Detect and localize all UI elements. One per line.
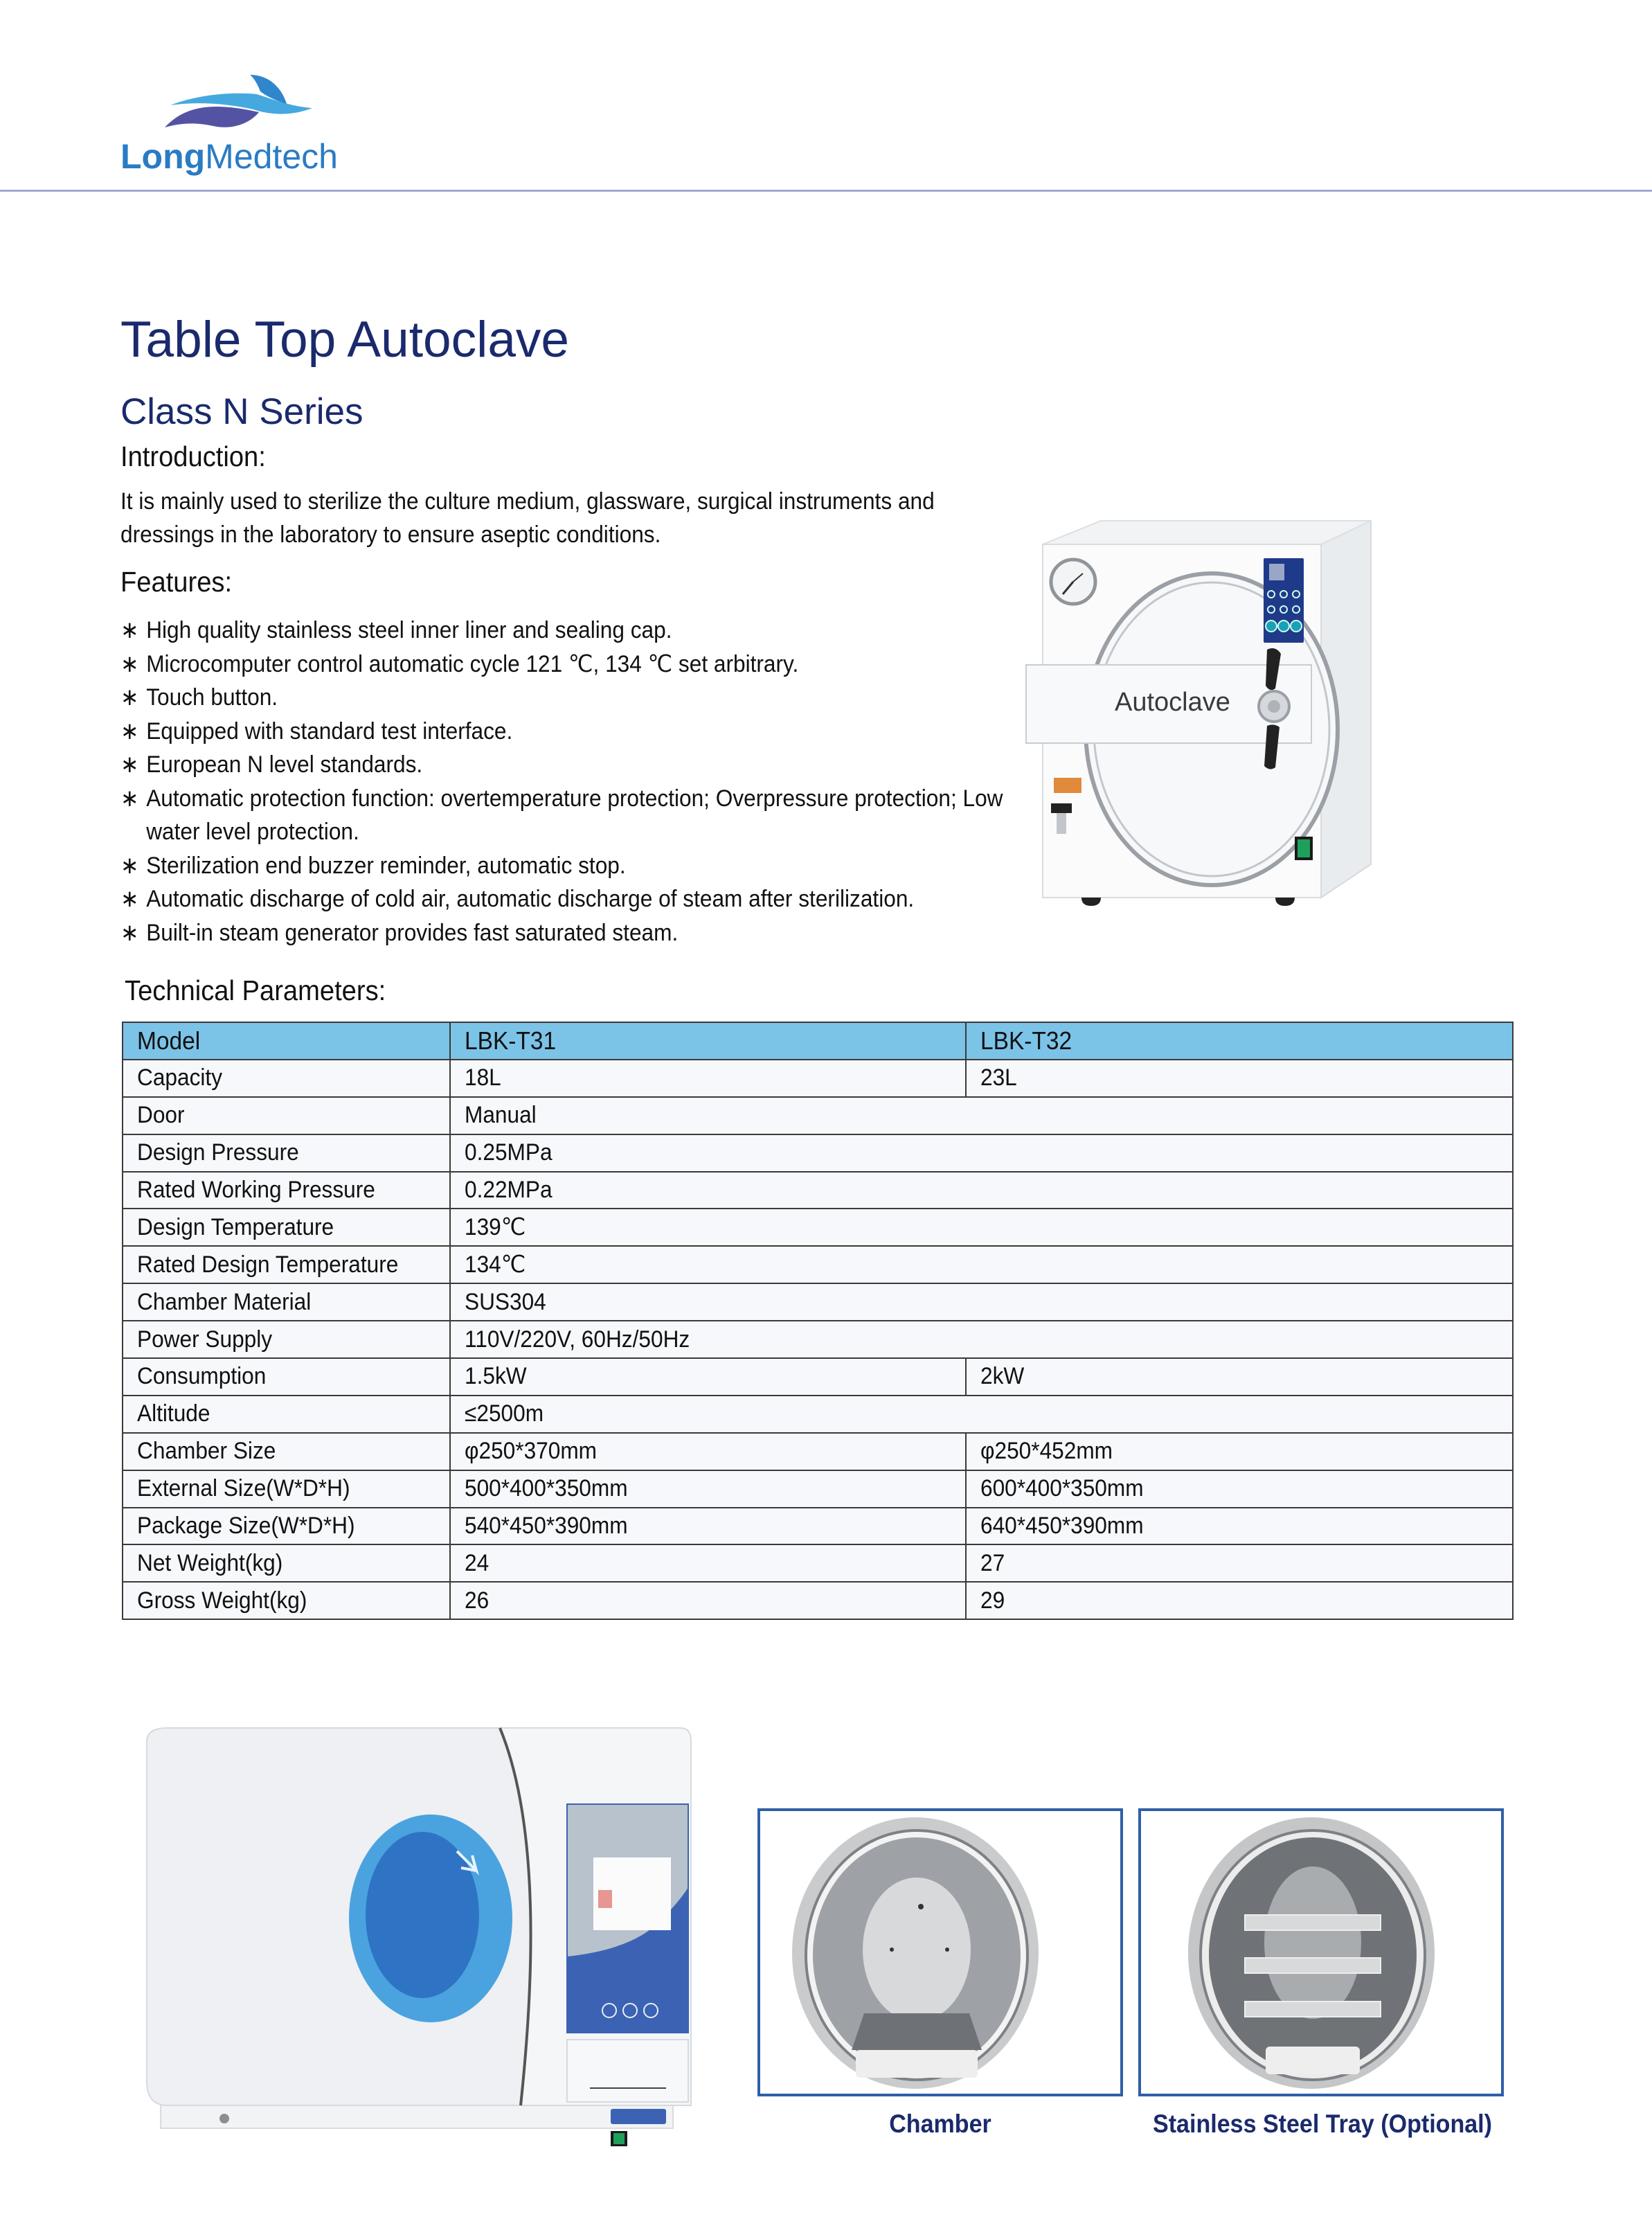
cell-shared: SUS304 xyxy=(450,1283,1513,1321)
row-label: Rated Working Pressure xyxy=(123,1172,450,1209)
column-header-model: Model xyxy=(123,1022,450,1060)
feature-text: Automatic protection function: overtemperature protection; Overpressure protection; Low water level protection. xyxy=(146,785,1003,845)
row-label: Design Pressure xyxy=(123,1134,450,1172)
autoclave-front-view-image xyxy=(133,1721,704,2147)
cell-lbk-t31: 500*400*350mm xyxy=(450,1470,966,1508)
chamber-photo xyxy=(757,1808,1123,2096)
cell-lbk-t32: 29 xyxy=(966,1582,1513,1619)
chamber-caption: Chamber xyxy=(889,2110,991,2138)
asterisk-bullet-icon: ∗ xyxy=(120,617,139,643)
table-row xyxy=(123,1582,1513,1619)
cell-lbk-t32: 23L xyxy=(966,1060,1513,1097)
cell-lbk-t32: 640*450*390mm xyxy=(966,1508,1513,1545)
cell-lbk-t31: φ250*370mm xyxy=(450,1433,966,1470)
asterisk-bullet-icon: ∗ xyxy=(120,650,139,677)
cell-lbk-t32: φ250*452mm xyxy=(966,1433,1513,1470)
autoclave-front-label: Autoclave xyxy=(1115,688,1230,717)
row-label: Consumption xyxy=(123,1358,450,1396)
asterisk-bullet-icon: ∗ xyxy=(120,684,139,711)
page-title: Table Top Autoclave xyxy=(120,312,570,368)
technical-parameters-table xyxy=(122,1022,1514,1620)
row-label: Rated Design Temperature xyxy=(123,1246,450,1283)
feature-text: Built-in steam generator provides fast saturated steam. xyxy=(146,919,679,946)
asterisk-bullet-icon: ∗ xyxy=(120,785,139,812)
feature-item xyxy=(120,882,1035,916)
asterisk-bullet-icon: ∗ xyxy=(120,886,139,912)
introduction-text: It is mainly used to sterilize the culture medium, glassware, surgical instruments and dressings in the laboratory to ensure aseptic conditions. xyxy=(120,488,935,548)
introduction-heading: Introduction: xyxy=(120,440,266,472)
cell-lbk-t31: 26 xyxy=(450,1582,966,1619)
brand-name-light: Medtech xyxy=(205,137,338,176)
asterisk-bullet-icon: ∗ xyxy=(120,852,139,879)
feature-item xyxy=(120,681,1035,715)
brand-logo-icon xyxy=(163,69,316,132)
cell-lbk-t31: 18L xyxy=(450,1060,966,1097)
cell-shared: 110V/220V, 60Hz/50Hz xyxy=(450,1321,1513,1358)
table-row xyxy=(123,1060,1513,1097)
cell-shared: 139℃ xyxy=(450,1209,1513,1246)
feature-text: Automatic discharge of cold air, automatic discharge of steam after sterilization. xyxy=(146,886,915,912)
table-row xyxy=(123,1433,1513,1470)
features-heading: Features: xyxy=(120,566,233,598)
feature-text: High quality stainless steel inner liner and sealing cap. xyxy=(146,617,672,643)
row-label: Chamber Material xyxy=(123,1283,450,1321)
row-label: Door xyxy=(123,1097,450,1134)
column-header-lbk-t32: LBK-T32 xyxy=(966,1022,1513,1060)
feature-item xyxy=(120,715,1035,749)
page-subtitle: Class N Series xyxy=(120,391,363,432)
asterisk-bullet-icon: ∗ xyxy=(120,919,139,946)
feature-text: Sterilization end buzzer reminder, automatic stop. xyxy=(146,852,626,879)
row-label: Power Supply xyxy=(123,1321,450,1358)
cell-shared: ≤2500m xyxy=(450,1396,1513,1433)
row-label: Chamber Size xyxy=(123,1433,450,1470)
row-label: Net Weight(kg) xyxy=(123,1544,450,1582)
row-label: External Size(W*D*H) xyxy=(123,1470,450,1508)
table-row xyxy=(123,1470,1513,1508)
feature-text: Microcomputer control automatic cycle 121 ℃, 134 ℃ set arbitrary. xyxy=(146,650,799,677)
cell-lbk-t32: 2kW xyxy=(966,1358,1513,1396)
table-row xyxy=(123,1209,1513,1246)
brand-name-bold: Long xyxy=(120,137,206,176)
row-label: Design Temperature xyxy=(123,1209,450,1246)
column-header-lbk-t31: LBK-T31 xyxy=(450,1022,966,1060)
features-list xyxy=(120,614,1035,950)
asterisk-bullet-icon: ∗ xyxy=(120,718,139,745)
brand-logo-text xyxy=(120,136,338,177)
technical-parameters-heading: Technical Parameters: xyxy=(125,974,386,1006)
feature-item xyxy=(120,614,1035,648)
tray-caption: Stainless Steel Tray (Optional) xyxy=(1153,2110,1492,2138)
feature-text: Equipped with standard test interface. xyxy=(146,718,513,745)
row-label: Gross Weight(kg) xyxy=(123,1582,450,1619)
table-row xyxy=(123,1544,1513,1582)
row-label: Capacity xyxy=(123,1060,450,1097)
cell-lbk-t32: 600*400*350mm xyxy=(966,1470,1513,1508)
cell-shared: 0.22MPa xyxy=(450,1172,1513,1209)
cell-lbk-t31: 1.5kW xyxy=(450,1358,966,1396)
table-row xyxy=(123,1508,1513,1545)
feature-item xyxy=(120,916,1035,950)
cell-lbk-t31: 24 xyxy=(450,1544,966,1582)
table-row xyxy=(123,1134,1513,1172)
cell-lbk-t31: 540*450*390mm xyxy=(450,1508,966,1545)
table-row xyxy=(123,1172,1513,1209)
cell-lbk-t32: 27 xyxy=(966,1544,1513,1582)
table-row xyxy=(123,1246,1513,1283)
row-label: Altitude xyxy=(123,1396,450,1433)
feature-item xyxy=(120,849,1035,883)
feature-text: European N level standards. xyxy=(146,751,423,778)
feature-item xyxy=(120,782,1035,849)
feature-text: Touch button. xyxy=(146,684,278,711)
feature-item xyxy=(120,648,1035,681)
table-row xyxy=(123,1358,1513,1396)
table-row xyxy=(123,1283,1513,1321)
asterisk-bullet-icon: ∗ xyxy=(120,751,139,778)
row-label: Package Size(W*D*H) xyxy=(123,1508,450,1545)
table-row xyxy=(123,1321,1513,1358)
cell-shared: 134℃ xyxy=(450,1246,1513,1283)
cell-shared: 0.25MPa xyxy=(450,1134,1513,1172)
stainless-steel-tray-photo xyxy=(1138,1808,1504,2096)
header-divider xyxy=(0,190,1652,192)
feature-item xyxy=(120,748,1035,782)
autoclave-product-image xyxy=(1025,518,1513,906)
table-row xyxy=(123,1396,1513,1433)
table-header-row xyxy=(123,1022,1513,1060)
table-row xyxy=(123,1097,1513,1134)
cell-shared: Manual xyxy=(450,1097,1513,1134)
